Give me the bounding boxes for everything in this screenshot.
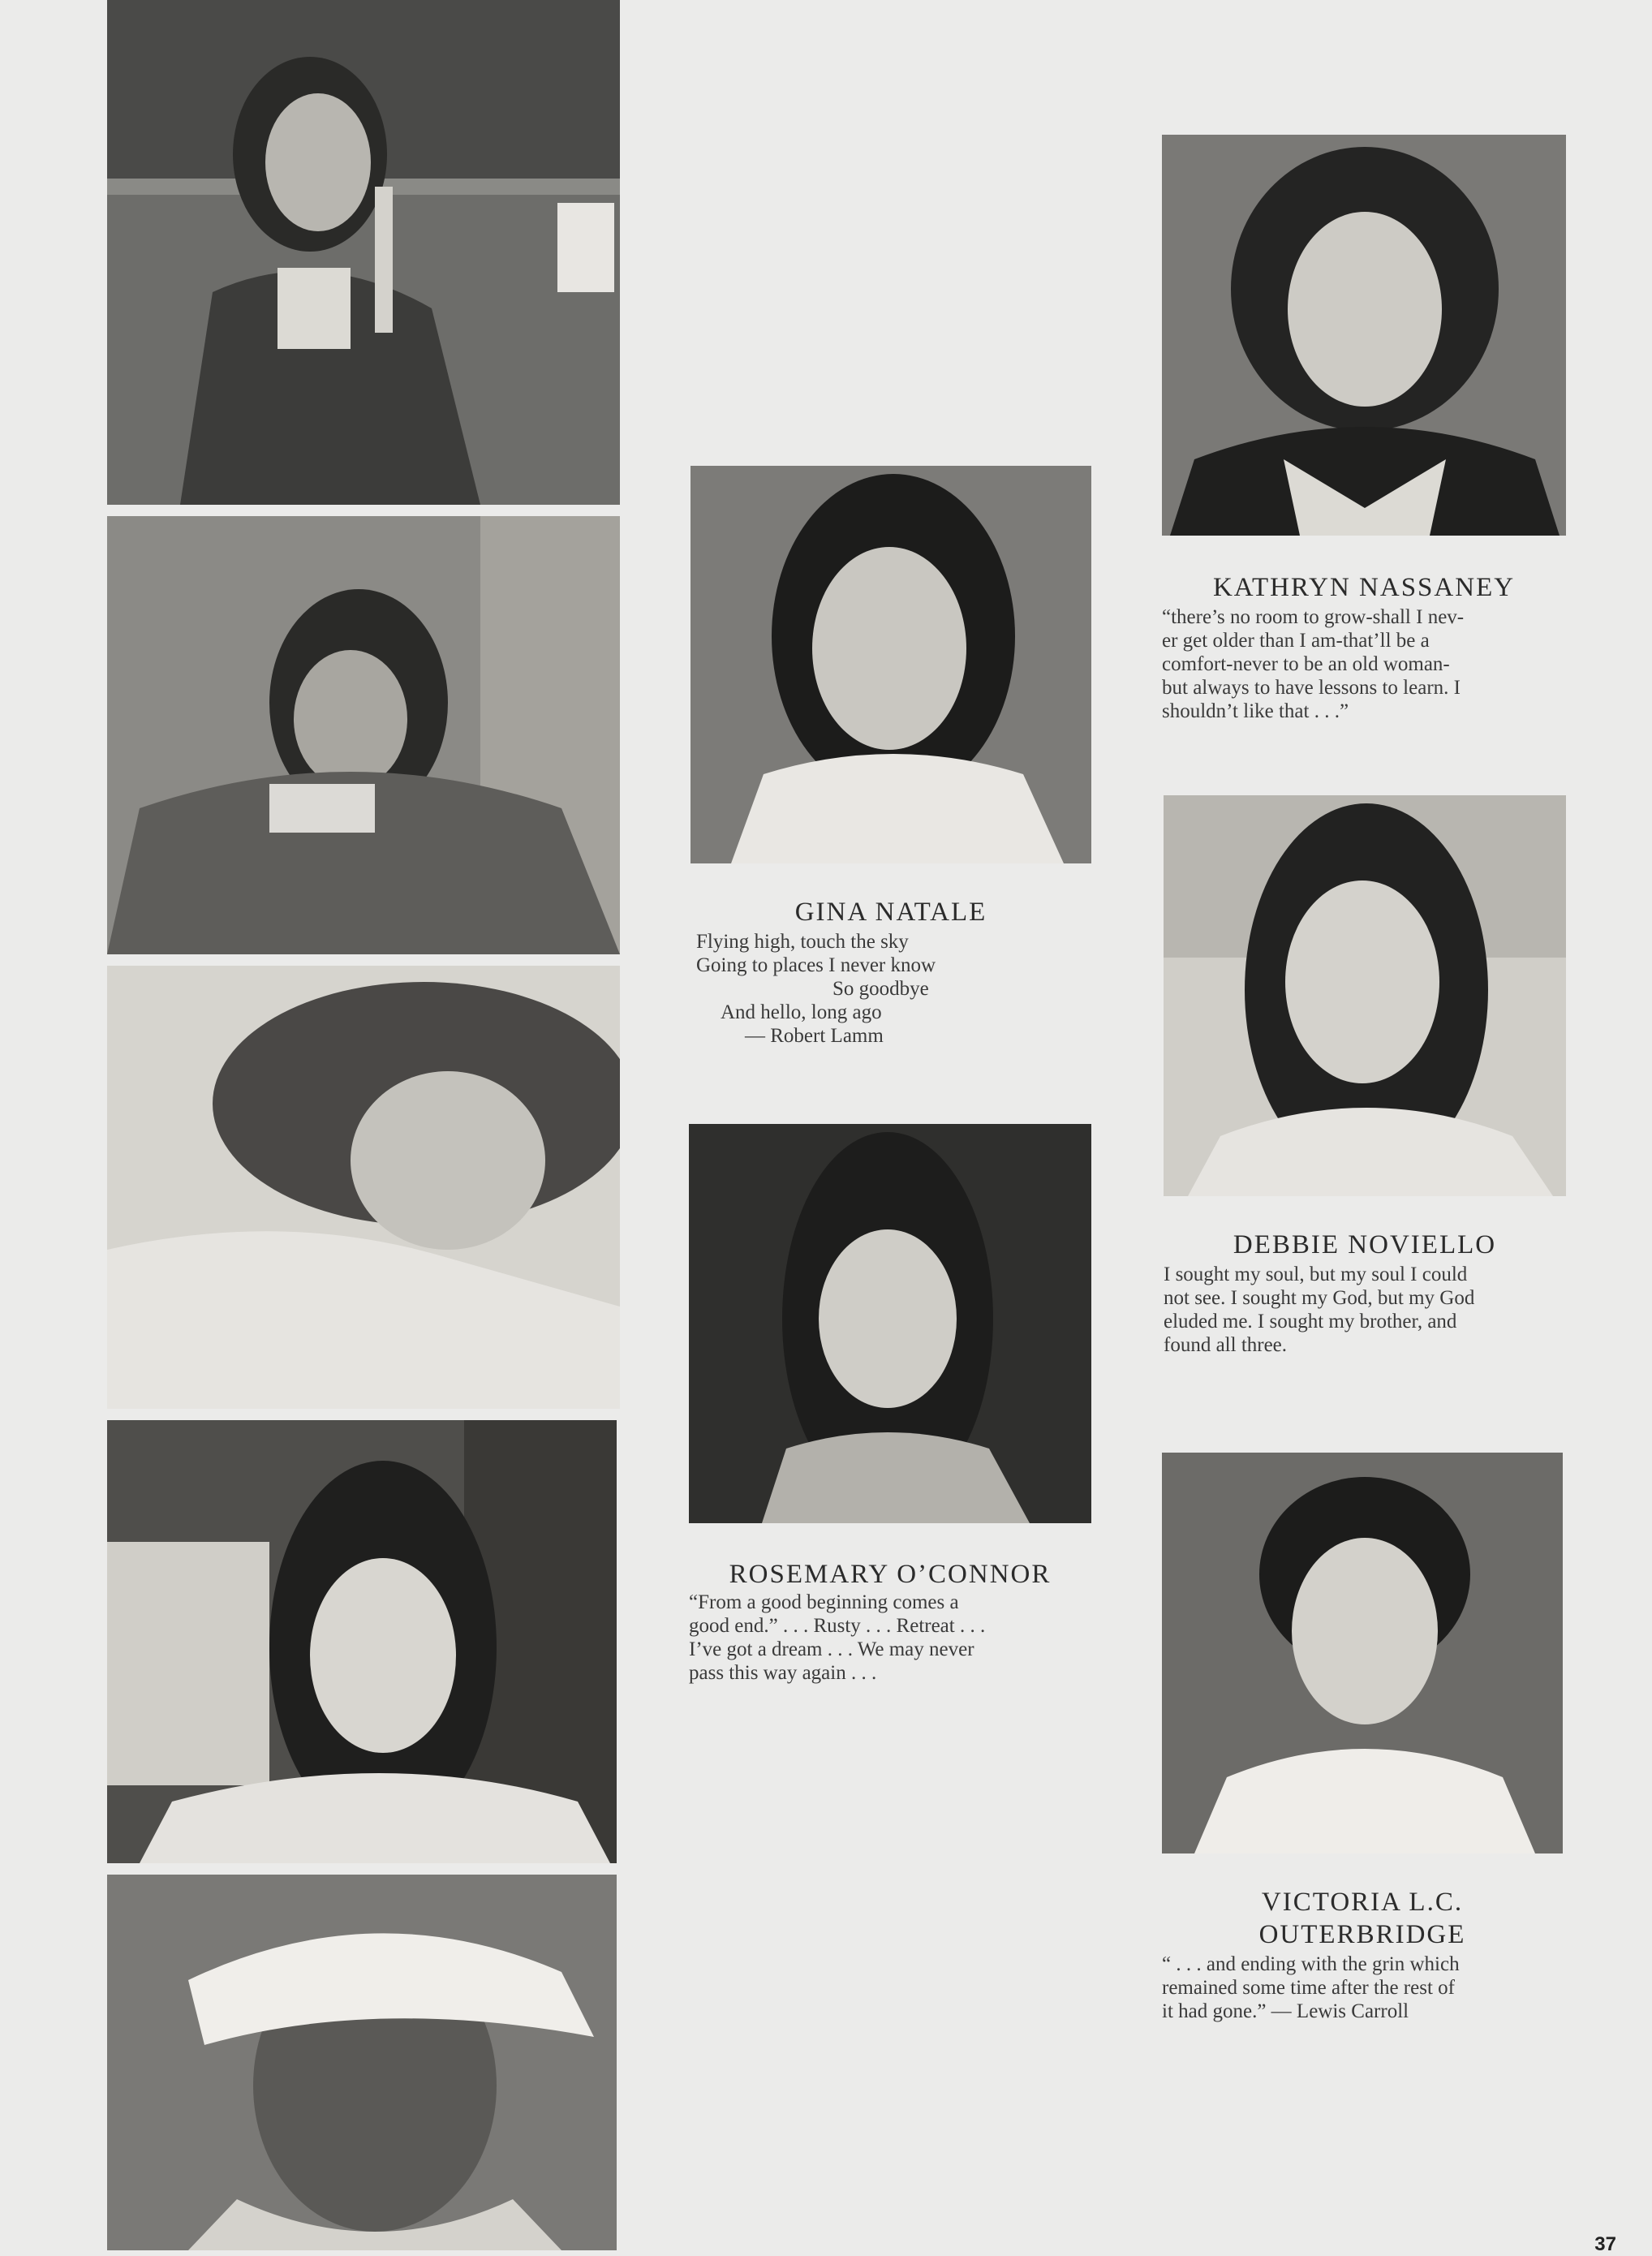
senior-quote-rosemary: “From a good beginning comes a good end.” . . . Rusty . . . Retreat . . . I’ve got a dream . . . We may never pass this way again . . . (689, 1591, 986, 1684)
quote-line: Going to places I never know (696, 954, 936, 976)
portrait-debbie-noviello (1164, 795, 1566, 1196)
portrait-victoria-outerbridge (1162, 1453, 1563, 1853)
senior-quote-victoria: “ . . . and ending with the grin which remained some time after the rest of it had gone.” — Lewis Carroll (1162, 1953, 1460, 2022)
senior-quote-gina (696, 930, 1021, 1048)
candid-photo-3 (107, 966, 620, 1409)
senior-name-victoria-line1: VICTORIA L.C. (1261, 1888, 1464, 1917)
candid-photo-5 (107, 1875, 617, 2250)
quote-line: — Robert Lamm (745, 1025, 884, 1047)
senior-name-debbie: DEBBIE NOVIELLO (1233, 1230, 1497, 1259)
candid-photo-4 (107, 1420, 617, 1863)
senior-name-kathryn: KATHRYN NASSANEY (1212, 573, 1516, 602)
quote-line: So goodbye (832, 978, 929, 1000)
portrait-gina-natale (690, 466, 1091, 863)
senior-name-rosemary: ROSEMARY O’CONNOR (729, 1560, 1052, 1589)
page-number: 37 (1594, 2233, 1616, 2255)
candid-photo-1 (107, 0, 620, 505)
senior-quote-debbie: I sought my soul, but my soul I could not see. I sought my God, but my God eluded me. I sought my brother, and found all three. (1164, 1264, 1475, 1356)
quote-line: Flying high, touch the sky (696, 931, 909, 953)
senior-quote-kathryn: “there’s no room to grow-shall I nev- er get older than I am-that’ll be a comfort-never to be an old woman- but always to have lessons to learn. I shouldn’t like that . . .” (1162, 606, 1465, 722)
portrait-rosemary-oconnor (689, 1124, 1091, 1523)
senior-name-victoria-line2: OUTERBRIDGE (1258, 1920, 1466, 1949)
quote-line: And hello, long ago (721, 1001, 882, 1023)
portrait-kathryn-nassaney (1162, 135, 1566, 536)
senior-name-gina: GINA NATALE (794, 898, 987, 927)
candid-photo-2 (107, 516, 620, 954)
